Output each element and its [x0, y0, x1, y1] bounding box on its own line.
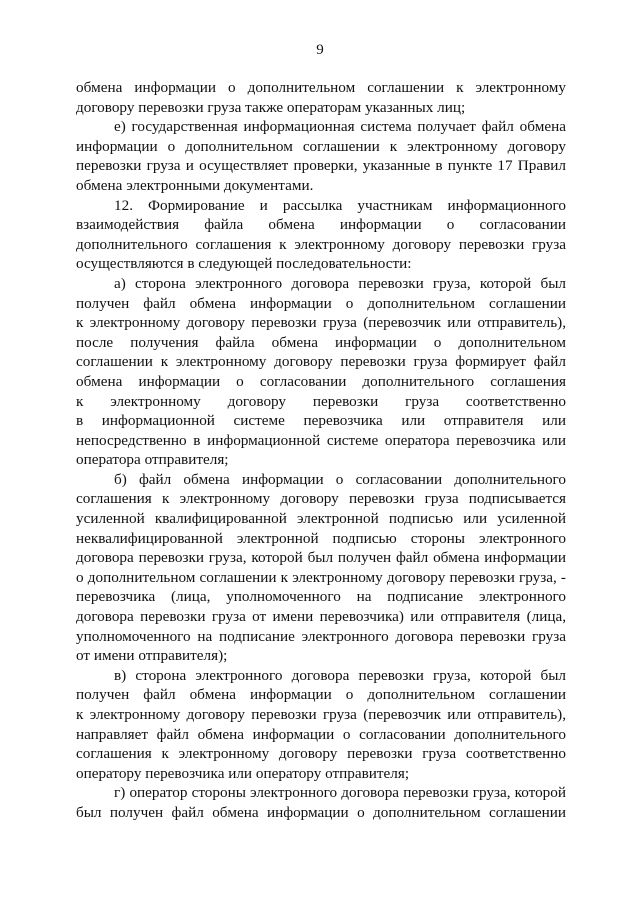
- text-line: 12. Формирование и рассылка участникам информационного: [114, 196, 566, 214]
- text-line: оператору перевозчика или оператору отправителя;: [76, 764, 410, 782]
- text-line: перевозчика (лица, уполномоченного на подписание электронного: [76, 588, 566, 606]
- text-line: а) сторона электронного договора перевозки груза, которой был: [114, 274, 566, 292]
- text-line: соглашения к электронному договору перевозки груза соответственно: [76, 745, 566, 763]
- text-line: неквалифицированной электронной подписью стороны электронного: [76, 529, 566, 547]
- text-line: соглашении к электронному договору перевозки груза формирует файл: [76, 353, 566, 371]
- text-line: договора перевозки груза от имени перевозчика) или отправителя (лица,: [76, 608, 566, 626]
- page-number: 9: [316, 42, 324, 58]
- text-line: получен файл обмена информации о дополнительном соглашении: [76, 686, 566, 704]
- text-line: от имени отправителя);: [76, 647, 228, 665]
- text-line: к электронному договору перевозки груза соответственно: [76, 392, 566, 410]
- document-body: [76, 78, 566, 823]
- text-line: обмена информации о согласовании дополнительного соглашения: [76, 372, 566, 390]
- text-line: соглашения к электронному договору перевозки груза подписывается: [76, 490, 566, 508]
- text-line: о дополнительном соглашении к электронному договору перевозки груза, -: [76, 568, 566, 586]
- text-line: обмена информации о дополнительном соглашении к электронному: [76, 79, 566, 96]
- text-line: непосредственно в информационной системе оператора перевозчика или: [76, 431, 566, 449]
- text-line: оператора отправителя;: [76, 451, 229, 469]
- text-line: в информационной системе перевозчика или отправителя или: [76, 412, 566, 430]
- text-line: был получен файл обмена информации о дополнительном соглашении: [76, 803, 566, 821]
- text-line: усиленной квалифицированной электронной подписью или усиленной: [76, 510, 566, 528]
- text-line: к электронному договору перевозки груза (перевозчик или отправитель),: [76, 314, 566, 332]
- text-line: взаимодействия файла обмена информации о согласовании: [76, 216, 566, 234]
- text-line: получен файл обмена информации о дополнительном соглашении: [76, 294, 566, 312]
- text-line: перевозки груза и осуществляет проверки, указанные в пункте 17 Правил: [76, 157, 566, 175]
- text-line: дополнительного соглашения к электронному договору перевозки груза: [76, 235, 566, 253]
- text-line: б) файл обмена информации о согласовании дополнительного: [114, 470, 566, 488]
- text-line: г) оператор стороны электронного договора перевозки груза, которой: [114, 784, 566, 802]
- text-line: обмена электронными документами.: [76, 176, 314, 194]
- text-line: осуществляются в следующей последовательности:: [76, 255, 412, 273]
- text-line: после получения файла обмена информации о дополнительном: [76, 333, 566, 351]
- text-line: к электронному договору перевозки груза (перевозчик или отправитель),: [76, 706, 566, 723]
- text-line: информации о дополнительном соглашении к электронному договору: [76, 137, 566, 155]
- text-line: направляет файл обмена информации о согласовании дополнительного: [76, 725, 566, 743]
- text-line: договору перевозки груза также операторам указанных лиц;: [76, 98, 466, 116]
- text-line: договора перевозки груза, которой был получен файл обмена информации: [76, 549, 566, 567]
- text-line: в) сторона электронного договора перевозки груза, которой был: [114, 666, 566, 684]
- text-line: е) государственная информационная система получает файл обмена: [114, 118, 566, 136]
- text-line: уполномоченного на подписание электронного договора перевозки груза: [76, 627, 566, 645]
